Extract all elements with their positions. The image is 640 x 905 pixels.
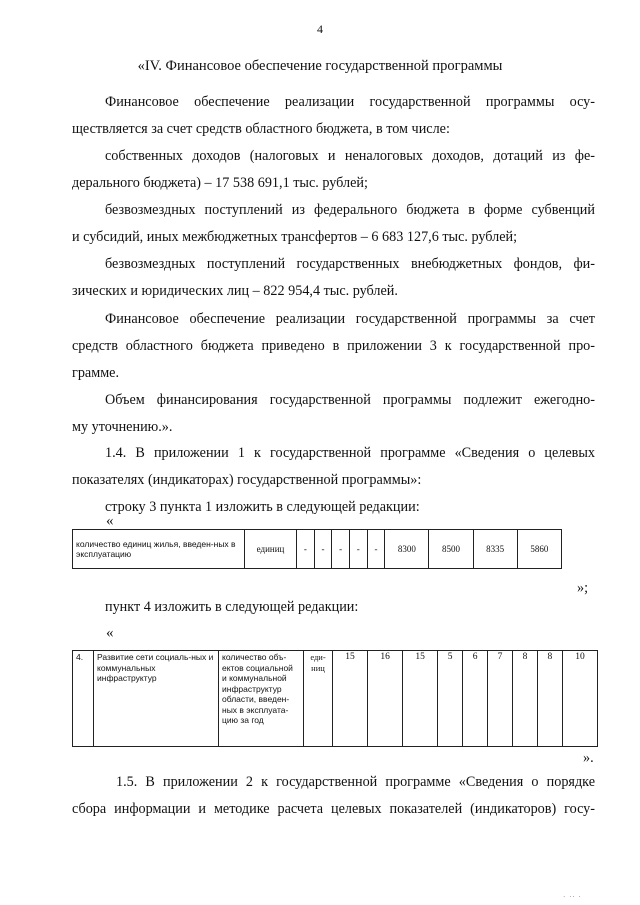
indicator-name-cell: количество единиц жилья, введен-ных в эксплуатацию <box>73 530 245 569</box>
value-cell: 15 <box>403 651 438 747</box>
paragraph-line: 1.4. В приложении 1 к государственной программе «Сведения о целевых <box>105 445 595 461</box>
indicator-table-point-4 <box>72 650 598 747</box>
section-heading: «IV. Финансовое обеспечение государственной программы <box>137 58 503 74</box>
value-cell: 8500 <box>429 530 473 569</box>
paragraph-line: ществляется за счет средств областного бюджета, в том числе: <box>72 121 450 137</box>
value-cell: - <box>349 530 367 569</box>
row-number-cell: 4. <box>73 651 94 747</box>
closing-quote: »; <box>577 580 589 596</box>
paragraph-line: безвозмездных поступлений государственных внебюджетных фондов, фи- <box>105 256 595 272</box>
indicator-table-row-3 <box>72 529 562 569</box>
paragraph-line: показателях (индикаторах) государственной программы»: <box>72 472 422 488</box>
paragraph-line: пункт 4 изложить в следующей редакции: <box>105 599 359 615</box>
value-cell: 7 <box>488 651 513 747</box>
paragraph-line: дерального бюджета) – 17 538 691,1 тыс. рублей; <box>72 175 368 191</box>
page-number: 4 <box>317 22 323 36</box>
paragraph-line: средств областного бюджета приведено в приложении 3 к государственной про- <box>72 338 595 354</box>
indicator-name-cell: количество объ-ектов социальной и коммунальной инфраструктур области, введен-ных в эксплуата-цию за год <box>219 651 304 747</box>
value-cell: 6 <box>463 651 488 747</box>
program-name-cell: Развитие сети социаль-ных и коммунальных инфраструктур <box>94 651 219 747</box>
corner-mark: · ·· · <box>563 893 582 901</box>
paragraph-line: строку 3 пункта 1 изложить в следующей редакции: <box>105 499 420 515</box>
paragraph-line: Финансовое обеспечение реализации государственной программы осу- <box>105 94 595 110</box>
value-cell: - <box>297 530 315 569</box>
value-cell: 8 <box>537 651 562 747</box>
value-cell: - <box>332 530 350 569</box>
paragraph-line: му уточнению.». <box>72 419 173 435</box>
value-cell: 5 <box>438 651 463 747</box>
value-cell: 16 <box>368 651 403 747</box>
table-row <box>73 530 562 569</box>
unit-cell: единиц <box>245 530 297 569</box>
value-cell: 15 <box>333 651 368 747</box>
value-cell: 8335 <box>473 530 517 569</box>
paragraph-line: грамме. <box>72 365 120 381</box>
paragraph-line: Объем финансирования государственной программы подлежит ежегодно- <box>105 392 595 408</box>
value-cell: 5860 <box>517 530 561 569</box>
opening-quote: « <box>106 625 114 641</box>
closing-quote: ». <box>583 750 594 766</box>
paragraph-line: собственных доходов (налоговых и неналоговых доходов, дотаций из фе- <box>105 148 595 164</box>
paragraph-line: Финансовое обеспечение реализации государственной программы за счет <box>105 311 595 327</box>
paragraph-line: 1.5. В приложении 2 к государственной программе «Сведения о порядке <box>116 774 595 790</box>
value-cell: 8 <box>513 651 538 747</box>
value-cell: - <box>367 530 385 569</box>
paragraph-line: сбора информации и методике расчета целевых показателей (индикаторов) госу- <box>72 801 595 817</box>
value-cell: 10 <box>562 651 597 747</box>
paragraph-line: безвозмездных поступлений из федерального бюджета в форме субвенций <box>105 202 595 218</box>
paragraph-line: зических и юридических лиц – 822 954,4 тыс. рублей. <box>72 283 398 299</box>
table-row <box>73 651 598 747</box>
unit-cell: еди-ниц <box>304 651 333 747</box>
opening-quote: « <box>106 513 114 529</box>
paragraph-line: и субсидий, иных межбюджетных трансфертов – 6 683 127,6 тыс. рублей; <box>72 229 518 245</box>
value-cell: - <box>314 530 332 569</box>
value-cell: 8300 <box>385 530 429 569</box>
